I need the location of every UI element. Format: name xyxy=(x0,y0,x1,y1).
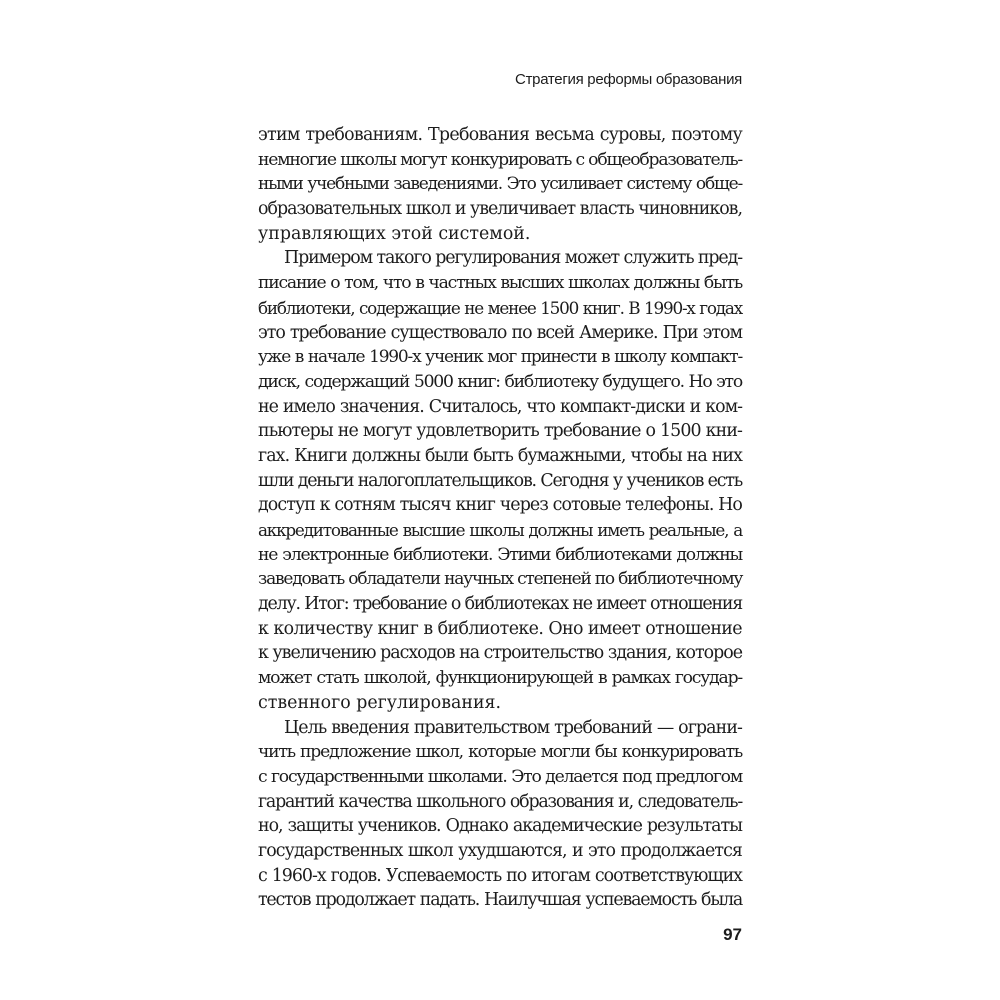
text-line: пьютеры не могут удовлетворить требование о 1500 кни- xyxy=(258,421,742,442)
text-line: Примером такого регулирования может служить пред- xyxy=(284,248,743,269)
text-line: с 1960-х годов. Успеваемость по итогам соответствующих xyxy=(258,865,742,886)
text-line: гарантий качества школьного образования и, следователь- xyxy=(258,791,742,812)
running-head: Стратегия реформы образования xyxy=(515,71,742,88)
text-line: образовательных школ и увеличивает власть чиновников, xyxy=(258,199,742,220)
text-line: этим требованиям. Требования весьма суровы, поэтому xyxy=(258,125,742,145)
text-line: диск, содержащий 5000 книг: библиотеку будущего. Но это xyxy=(258,371,742,392)
text-line: к увеличению расходов на строительство здания, которое xyxy=(258,643,742,664)
text-line: Цель введения правительством требований — ограни- xyxy=(284,717,742,738)
body-text xyxy=(258,123,742,913)
text-line: ственного регулирования. xyxy=(258,692,502,713)
text-line: не электронные библиотеки. Этими библиотеками должны xyxy=(258,544,742,565)
text-line: но, защиты учеников. Однако академические результаты xyxy=(258,816,742,837)
text-line: доступ к сотням тысяч книг через сотовые телефоны. Но xyxy=(258,495,742,516)
text-line: писание о том, что в частных высших школах должны быть xyxy=(258,273,742,294)
text-line: к количеству книг в библиотеке. Оно имеет отношение xyxy=(258,618,742,639)
text-line: чить предложение школ, которые могли бы конкурировать xyxy=(258,742,742,763)
text-line: делу. Итог: требование о библиотеках не имеет отношения xyxy=(258,594,742,615)
text-line: с государственными школами. Это делается под предлогом xyxy=(258,766,742,787)
text-line: тестов продолжает падать. Наилучшая успеваемость была xyxy=(258,890,742,911)
text-line: управляющих этой системой. xyxy=(258,223,531,244)
page-number: 97 xyxy=(723,925,742,944)
paragraph-1 xyxy=(258,123,742,246)
text-line: библиотеки, содержащие не менее 1500 книг. В 1990-х годах xyxy=(258,297,742,318)
text-line: аккредитованные высшие школы должны иметь реальные, а xyxy=(258,520,742,540)
text-line: ными учебными заведениями. Это усиливает систему обще- xyxy=(258,174,742,195)
paragraph-3 xyxy=(258,716,742,914)
text-line: не имело значения. Считалось, что компакт-диски и ком- xyxy=(258,396,742,417)
paragraph-2 xyxy=(258,246,742,715)
text-line: это требование существовало по всей Америке. При этом xyxy=(258,322,742,343)
text-line: уже в начале 1990-х ученик мог принести в школу компакт- xyxy=(258,347,742,368)
text-line: может стать школой, функционирующей в рамках государ- xyxy=(258,668,742,689)
text-line: государственных школ ухудшаются, и это продолжается xyxy=(258,840,742,861)
text-line: гах. Книги должны были быть бумажными, чтобы на них xyxy=(258,445,742,466)
text-line: заведовать обладатели научных степеней по библиотечному xyxy=(258,569,743,590)
text-line: немногие школы могут конкурировать с общеобразователь- xyxy=(258,149,742,170)
text-line: шли деньги налогоплательщиков. Сегодня у учеников есть xyxy=(258,470,742,491)
